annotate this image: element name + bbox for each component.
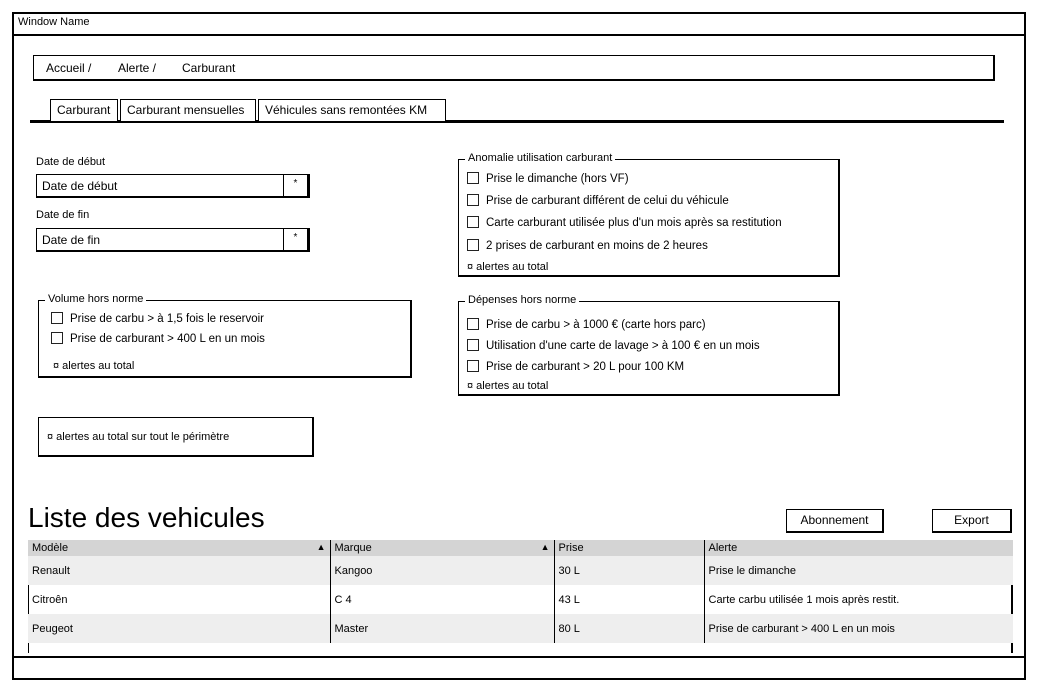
cell-modele: Peugeot (28, 614, 330, 643)
cell-marque: Master (330, 614, 554, 643)
table-row[interactable] (28, 556, 1013, 585)
breadcrumb-item-carburant[interactable]: Carburant (182, 61, 236, 75)
volume-total: ¤ alertes au total (53, 360, 135, 372)
perimeter-total-box (38, 417, 314, 457)
cell-prise: 43 L (554, 585, 704, 614)
cell-prise: 30 L (554, 556, 704, 585)
anomalie-checkbox-3-label: Carte carburant utilisée plus d'un mois après sa restitution (486, 217, 782, 229)
volume-checkbox-2-label: Prise de carburant > 400 L en un mois (70, 333, 265, 345)
cell-alerte: Prise de carburant > 400 L en un mois (704, 614, 1013, 643)
table-row[interactable] (28, 585, 1013, 614)
column-header-prise[interactable]: Prise (554, 540, 704, 556)
cell-marque: C 4 (330, 585, 554, 614)
column-header-marque[interactable]: Marque ▲ (330, 540, 554, 556)
checkbox-icon[interactable] (467, 172, 479, 184)
tab-vehicules-sans-remontees-km[interactable]: Véhicules sans remontées KM (258, 99, 446, 121)
volume-group-title: Volume hors norme (45, 293, 146, 305)
anomalie-checkbox-4[interactable] (467, 239, 708, 252)
checkbox-icon[interactable] (51, 312, 63, 324)
column-header-alerte[interactable]: Alerte (704, 540, 1013, 556)
volume-checkbox-1[interactable] (51, 312, 264, 325)
table-row[interactable] (28, 614, 1013, 643)
checkbox-icon[interactable] (467, 318, 479, 330)
anomalie-checkbox-2[interactable] (467, 194, 729, 207)
depenses-checkbox-3-label: Prise de carburant > 20 L pour 100 KM (486, 361, 685, 373)
cell-alerte: Carte carbu utilisée 1 mois après restit. (708, 593, 900, 606)
cell-prise: 80 L (554, 614, 704, 643)
depenses-checkbox-3[interactable] (467, 360, 684, 373)
end-date-calendar-button[interactable]: * (283, 228, 309, 252)
anomalie-group-title: Anomalie utilisation carburant (465, 152, 615, 164)
anomalie-checkbox-4-label: 2 prises de carburant en moins de 2 heures (486, 240, 708, 252)
window-title: Window Name (18, 16, 90, 28)
end-date-value: Date de fin (42, 233, 101, 247)
anomalie-checkbox-1[interactable] (467, 172, 629, 185)
window-titlebar (12, 12, 1026, 36)
start-date-label: Date de début (36, 156, 106, 168)
anomalie-checkbox-3[interactable] (467, 216, 782, 229)
volume-checkbox-2[interactable] (51, 332, 265, 345)
column-header-modele[interactable]: Modèle ▲ (28, 540, 330, 556)
cell-modele: Citroên (28, 585, 330, 614)
start-date-value: Date de début (42, 179, 118, 193)
checkbox-icon[interactable] (51, 332, 63, 344)
depenses-checkbox-2[interactable] (467, 339, 760, 352)
breadcrumb (33, 55, 995, 81)
checkbox-icon[interactable] (467, 216, 479, 228)
end-date-picker[interactable] (36, 228, 310, 252)
checkbox-icon[interactable] (467, 239, 479, 251)
perimeter-total: ¤ alertes au total sur tout le périmètre (47, 431, 230, 443)
depenses-total: ¤ alertes au total (467, 380, 549, 392)
sort-asc-icon[interactable]: ▲ (540, 542, 550, 552)
breadcrumb-item-accueil[interactable]: Accueil / (46, 61, 92, 75)
depenses-group (458, 294, 840, 396)
list-title: Liste des vehicules (28, 502, 265, 533)
cell-marque: Kangoo (330, 556, 554, 585)
subscribe-button[interactable]: Abonnement (786, 509, 884, 533)
sort-asc-icon[interactable]: ▲ (316, 542, 326, 552)
start-date-calendar-button[interactable]: * (283, 174, 309, 198)
depenses-group-title: Dépenses hors norme (465, 294, 579, 306)
volume-group (38, 293, 412, 378)
anomalie-total: ¤ alertes au total (467, 261, 549, 273)
anomalie-checkbox-1-label: Prise le dimanche (hors VF) (486, 173, 629, 185)
cell-alerte: Prise le dimanche (704, 556, 1013, 585)
checkbox-icon[interactable] (467, 360, 479, 372)
export-button[interactable]: Export (932, 509, 1012, 533)
cell-modele: Renault (28, 556, 330, 585)
volume-checkbox-1-label: Prise de carbu > à 1,5 fois le reservoir (70, 313, 264, 325)
checkbox-icon[interactable] (467, 339, 479, 351)
table-header-row (28, 540, 1013, 556)
end-date-label: Date de fin (36, 209, 90, 221)
checkbox-icon[interactable] (467, 194, 479, 206)
anomalie-group (458, 152, 840, 277)
breadcrumb-item-alerte[interactable]: Alerte / (118, 61, 157, 75)
depenses-checkbox-1-label: Prise de carbu > à 1000 € (carte hors parc) (486, 319, 706, 331)
vehicle-table (28, 540, 1013, 643)
depenses-checkbox-2-label: Utilisation d'une carte de lavage > à 100 € en un mois (486, 340, 760, 352)
tab-carburant[interactable]: Carburant (50, 99, 118, 121)
start-date-picker[interactable] (36, 174, 310, 198)
depenses-checkbox-1[interactable] (467, 318, 706, 331)
status-bar (12, 656, 1026, 680)
tab-carburant-mensuelles[interactable]: Carburant mensuelles (120, 99, 256, 121)
anomalie-checkbox-2-label: Prise de carburant différent de celui du véhicule (486, 195, 729, 207)
